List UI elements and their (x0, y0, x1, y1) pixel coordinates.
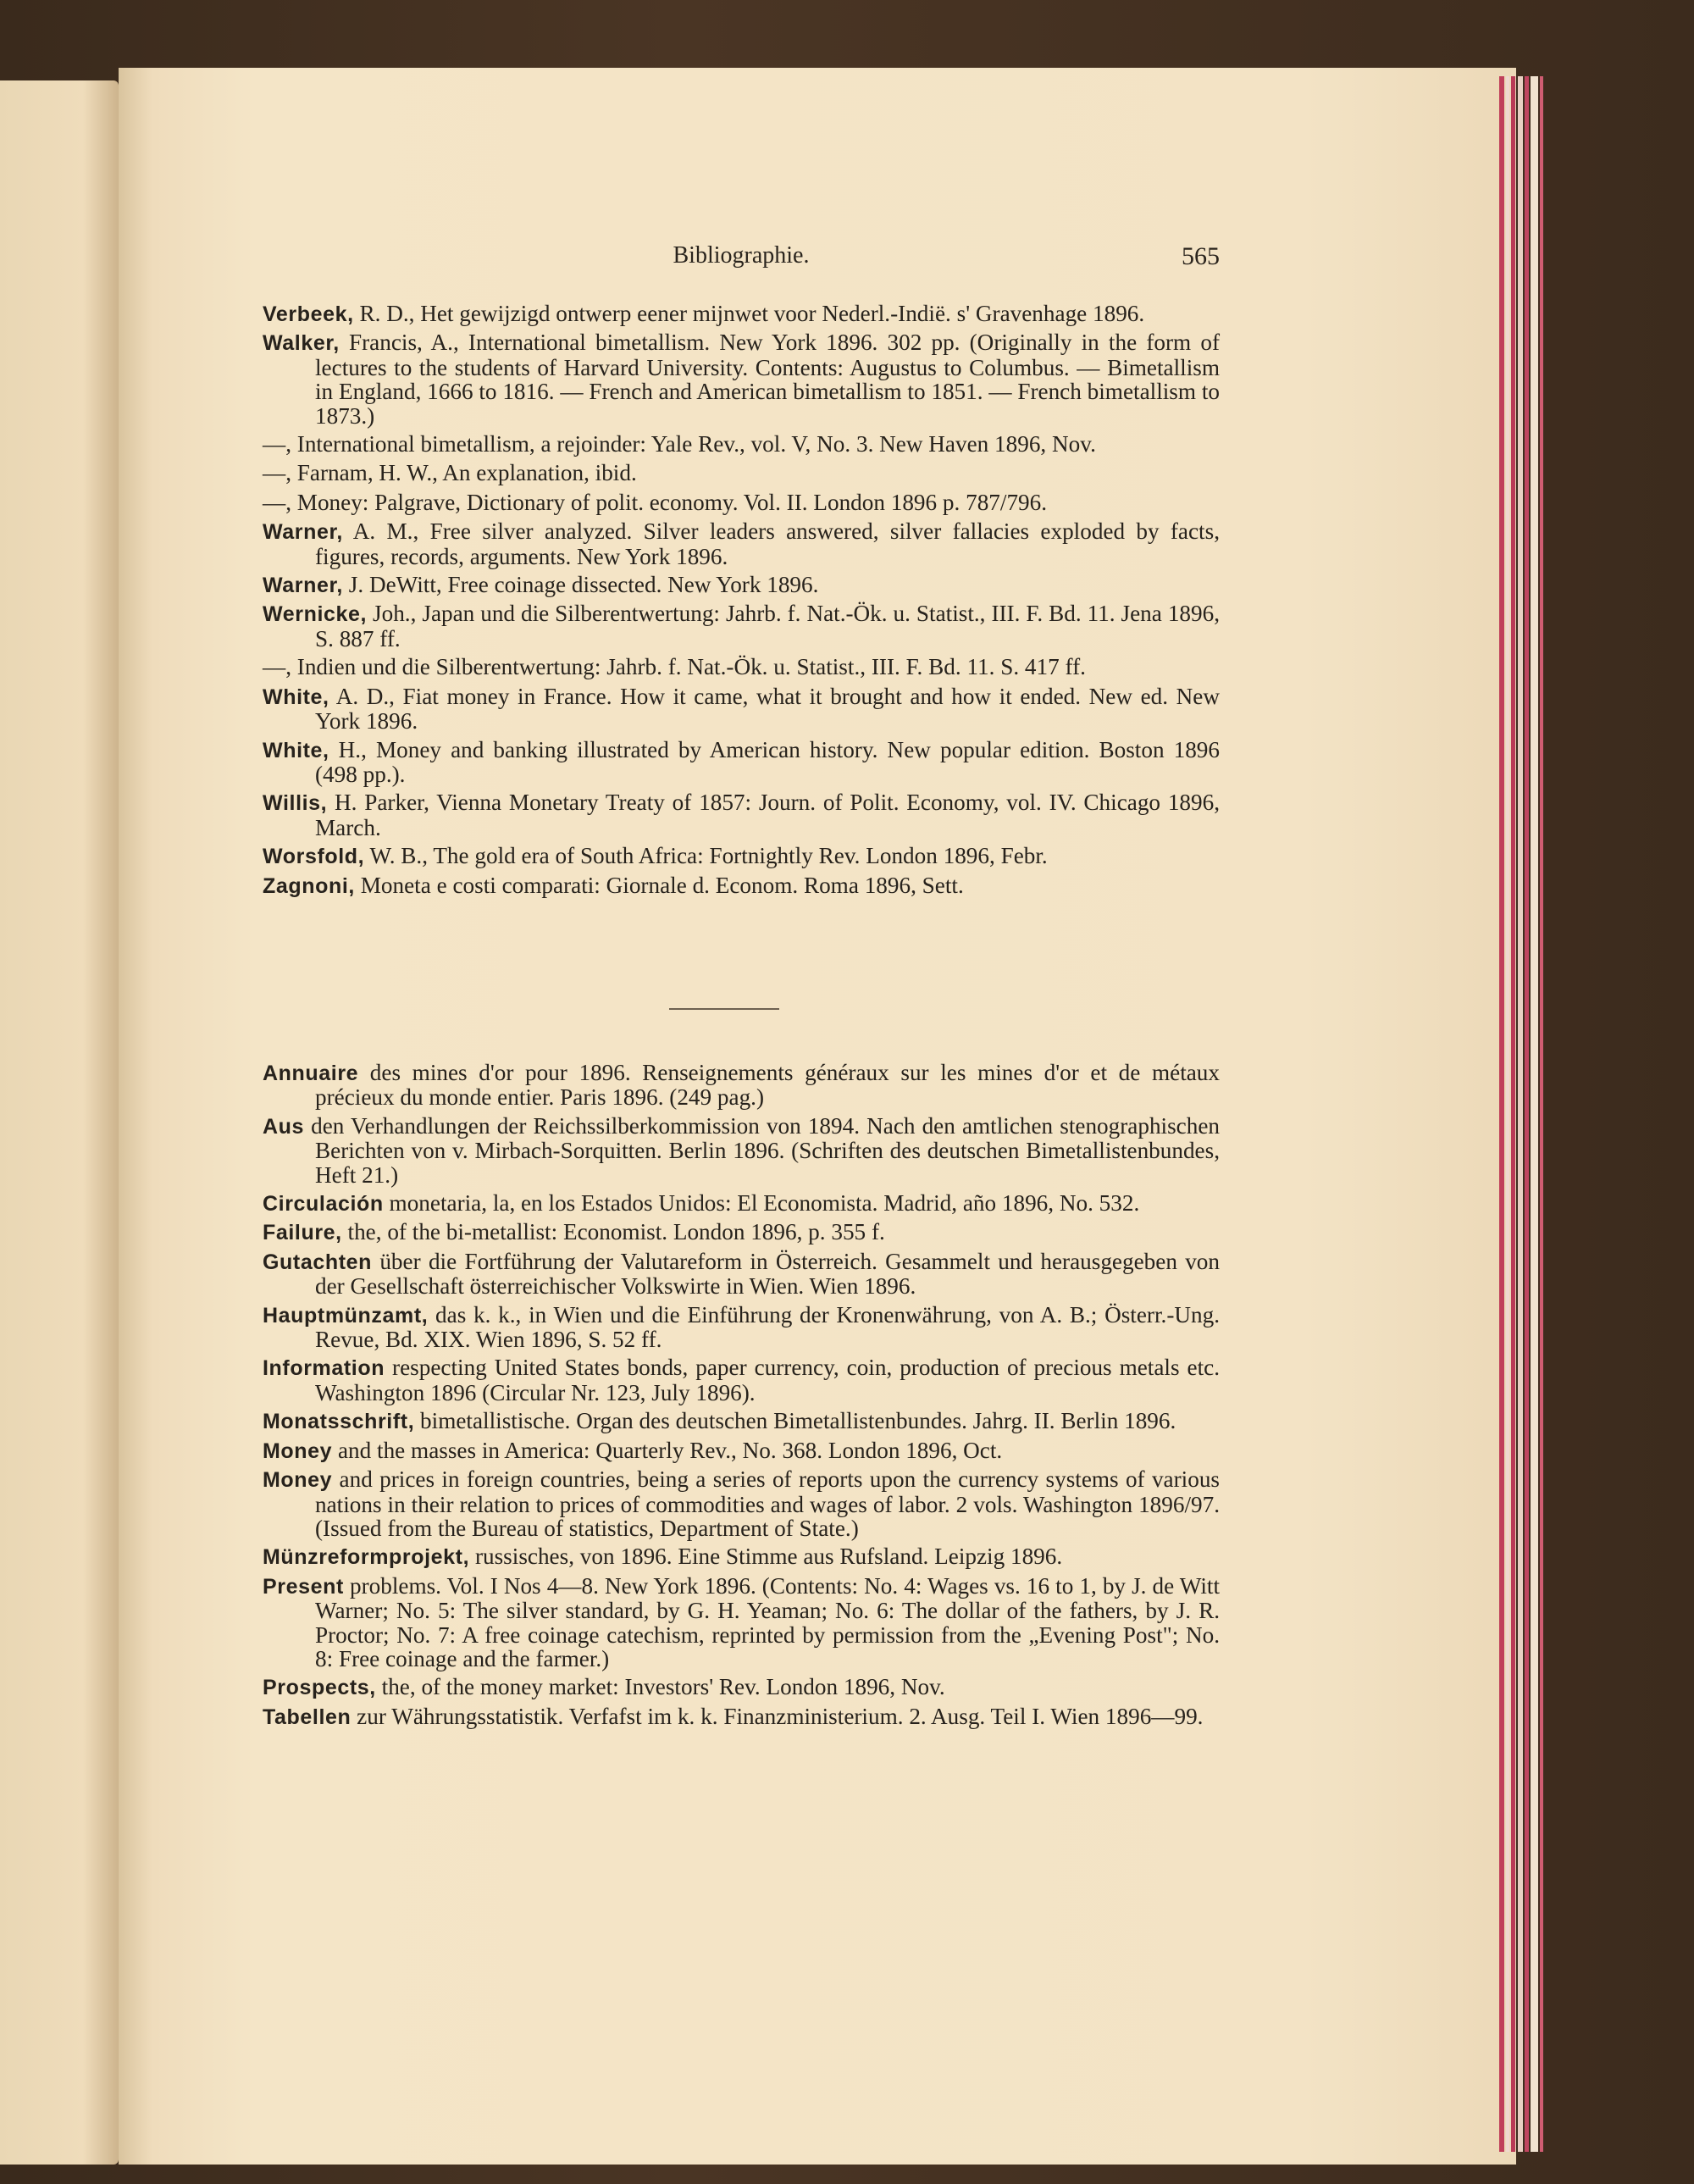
entry-keyword: Circulación (263, 1192, 384, 1217)
entry-keyword: Willis, (263, 791, 328, 816)
bibliography-entry (263, 1409, 1220, 1433)
running-title: Bibliographie. (673, 242, 810, 269)
entry-keyword: Prospects, (263, 1676, 376, 1700)
bibliography-entry (263, 1191, 1220, 1216)
left-page-edge (0, 80, 119, 2165)
bibliography-entry (263, 573, 1220, 597)
entry-keyword: Monatsschrift, (263, 1410, 415, 1434)
entry-text: A. M., Free silver analyzed. Silver leaders answered, silver fallacies exploded by facts, figures, records, arguments. New York 1896. (315, 518, 1220, 569)
bibliography-entry (263, 491, 1220, 515)
entry-keyword: Verbeek, (263, 302, 354, 326)
page-edge-stripe (1531, 76, 1538, 2152)
entry-keyword: Failure, (263, 1221, 342, 1245)
entry-keyword: Annuaire (263, 1062, 359, 1085)
entry-keyword: Money (263, 1438, 333, 1463)
entry-text: J. DeWitt, Free coinage dissected. New York 1896. (342, 572, 819, 598)
entry-text: den Verhandlungen der Reichssilberkommission von 1894. Nach den amtlichen stenographischen Berichten von v. Mirbach-Sorquitten. Berlin 1896. (Schriften des deutschen Bimetallistenbundes, Heft 21.) (304, 1112, 1220, 1188)
entry-keyword: Information (263, 1356, 385, 1381)
entry-keyword: Warner, (263, 520, 343, 545)
entry-keyword: Hauptmünzamt, (263, 1303, 429, 1328)
bibliography-entry (263, 1467, 1220, 1540)
page-edge-stripe (1506, 76, 1509, 2152)
page-number: 565 (1182, 242, 1220, 270)
bibliography-entry (263, 1705, 1220, 1729)
entry-text: russisches, von 1896. Eine Stimme aus Rufsland. Leipzig 1896. (469, 1544, 1063, 1570)
bibliography-entry (263, 685, 1220, 734)
entry-text: —, Money: Palgrave, Dictionary of polit. economy. Vol. II. London 1896 p. 787/796. (263, 489, 1048, 515)
entry-text: das k. k., in Wien und die Einführung der Kronenwährung, von A. B.; Österr.-Ung. Revue, Bd. XIX. Wien 1896, S. 52 ff. (315, 1301, 1220, 1353)
bibliography-entry (263, 302, 1220, 326)
entry-text: W. B., The gold era of South Africa: Fortnightly Rev. London 1896, Febr. (364, 843, 1048, 869)
entry-keyword: Worsfold, (263, 845, 365, 869)
page-edge-stripe (1499, 76, 1504, 2152)
bibliography-entry (263, 461, 1220, 485)
entry-text: and prices in foreign countries, being a series of reports upon the currency systems of various nations in their relation to prices of commodities and wages of labor. 2 vols. Washington 1896/97. (Issued from the Bureau of statistics, Department of State.) (315, 1466, 1220, 1541)
entry-text: H., Money and banking illustrated by American history. New popular edition. Boston 1896 (498 pp.). (315, 736, 1220, 787)
page-edge-stripe (1518, 76, 1523, 2152)
bibliography-entry (263, 1355, 1220, 1405)
page-edge-stripe (1540, 76, 1543, 2152)
bibliography-entry (263, 1250, 1220, 1299)
bibliography-entry (263, 790, 1220, 840)
entry-keyword: Walker, (263, 331, 340, 356)
entry-text: —, Indien und die Silberentwertung: Jahrb. f. Nat.-Ök. u. Statist., III. F. Bd. 11. S. 417 ff. (263, 654, 1086, 680)
entry-text: —, International bimetallism, a rejoinder: Yale Rev., vol. V, No. 3. New Haven 1896, Nov. (263, 431, 1096, 457)
bibliography-entry (263, 519, 1220, 568)
entry-keyword: Present (263, 1574, 344, 1599)
entry-text: monetaria, la, en los Estados Unidos: El Economista. Madrid, año 1896, No. 532. (383, 1190, 1140, 1217)
bibliography-entry (263, 738, 1220, 787)
bibliography-entry (263, 1544, 1220, 1569)
entry-text: and the masses in America: Quarterly Rev., No. 368. London 1896, Oct. (332, 1437, 1003, 1463)
entry-keyword: White, (263, 685, 329, 709)
entry-keyword: Zagnoni, (263, 873, 355, 898)
bibliography-section-anonymous (263, 1061, 1220, 1733)
running-head (263, 242, 1220, 276)
entry-keyword: White, (263, 738, 329, 762)
entry-keyword: Money (263, 1468, 333, 1493)
entry-text: respecting United States bonds, paper currency, coin, production of precious metals etc. Washington 1896 (Circular Nr. 123, July 1896). (315, 1355, 1220, 1405)
bibliography-entry (263, 1114, 1220, 1187)
entry-keyword: Tabellen (263, 1705, 352, 1729)
bibliography-entry (263, 1438, 1220, 1463)
entry-keyword: Wernicke, (263, 602, 368, 627)
bibliography-entry (263, 655, 1220, 679)
entry-keyword: Aus (263, 1114, 305, 1139)
bibliography-entry (263, 432, 1220, 457)
bibliography-section-authors (263, 302, 1220, 902)
bibliography-entry (263, 873, 1220, 898)
page-edge-stripe (1511, 76, 1515, 2152)
entry-keyword: Gutachten (263, 1250, 373, 1274)
entry-text: des mines d'or pour 1896. Renseignements généraux sur les mines d'or et de métaux précieux du monde entier. Paris 1896. (249 pag.) (315, 1060, 1220, 1111)
entry-text: the, of the money market: Investors' Rev. London 1896, Nov. (375, 1674, 945, 1700)
entry-text: A. D., Fiat money in France. How it came, what it brought and how it ended. New ed. New York 1896. (315, 683, 1220, 734)
bibliography-entry (263, 1303, 1220, 1352)
section-divider (669, 1008, 779, 1010)
entry-keyword: Warner, (263, 574, 343, 598)
bibliography-entry (263, 1220, 1220, 1244)
entry-text: H. Parker, Vienna Monetary Treaty of 1857: Journ. of Polit. Economy, vol. IV. Chicago 1896, March. (315, 790, 1220, 840)
entry-keyword: Münzreformprojekt, (263, 1545, 470, 1570)
bibliography-entry (263, 1574, 1220, 1671)
entry-text: Francis, A., International bimetallism. New York 1896. 302 pp. (Originally in the form of lectures to the students of Harvard University. Contents: Augustus to Columbus. — Bimetallism in England, 1666 to 1816. — French and American bimetallism to 1851. — French bimetallism to 1873.) (315, 330, 1220, 429)
entry-text: zur Währungsstatistik. Verfafst im k. k. Finanzministerium. 2. Ausg. Teil I. Wien 1896—99. (351, 1703, 1204, 1729)
bibliography-entry (263, 1061, 1220, 1110)
entry-text: über die Fortführung der Valutareform in Österreich. Gesammelt und herausgegeben von der Gesellschaft österreichischer Volkswirte in Wien. Wien 1896. (315, 1248, 1220, 1300)
entry-text: bimetallistische. Organ des deutschen Bimetallistenbundes. Jahrg. II. Berlin 1896. (414, 1408, 1176, 1434)
bibliography-entry (263, 844, 1220, 868)
bibliography-entry (263, 1675, 1220, 1699)
entry-text: problems. Vol. I Nos 4—8. New York 1896. (Contents: No. 4: Wages vs. 16 to 1, by J. de Witt Warner; No. 5: The silver standard, by G. H. Yeaman; No. 6: The dollar of the fathers, by J. R. Proctor; No. 7: A free coinage catechism, reprinted by permission from the „Evening Post"; No. 8: Free coinage and the farmer.) (315, 1572, 1220, 1671)
page-edge-stripe (1525, 76, 1529, 2152)
entry-text: —, Farnam, H. W., An explanation, ibid. (263, 460, 637, 486)
bibliography-entry (263, 330, 1220, 428)
entry-text: the, of the bi-metallist: Economist. London 1896, p. 355 f. (341, 1219, 885, 1245)
bibliography-entry (263, 601, 1220, 651)
entry-text: Joh., Japan und die Silberentwertung: Jahrb. f. Nat.-Ök. u. Statist., III. F. Bd. 11. Jena 1896, S. 887 ff. (315, 601, 1220, 651)
entry-text: Moneta e costi comparati: Giornale d. Econom. Roma 1896, Sett. (354, 872, 964, 898)
entry-text: R. D., Het gewijzigd ontwerp eener mijnwet voor Nederl.-Indië. s' Gravenhage 1896. (353, 301, 1145, 326)
